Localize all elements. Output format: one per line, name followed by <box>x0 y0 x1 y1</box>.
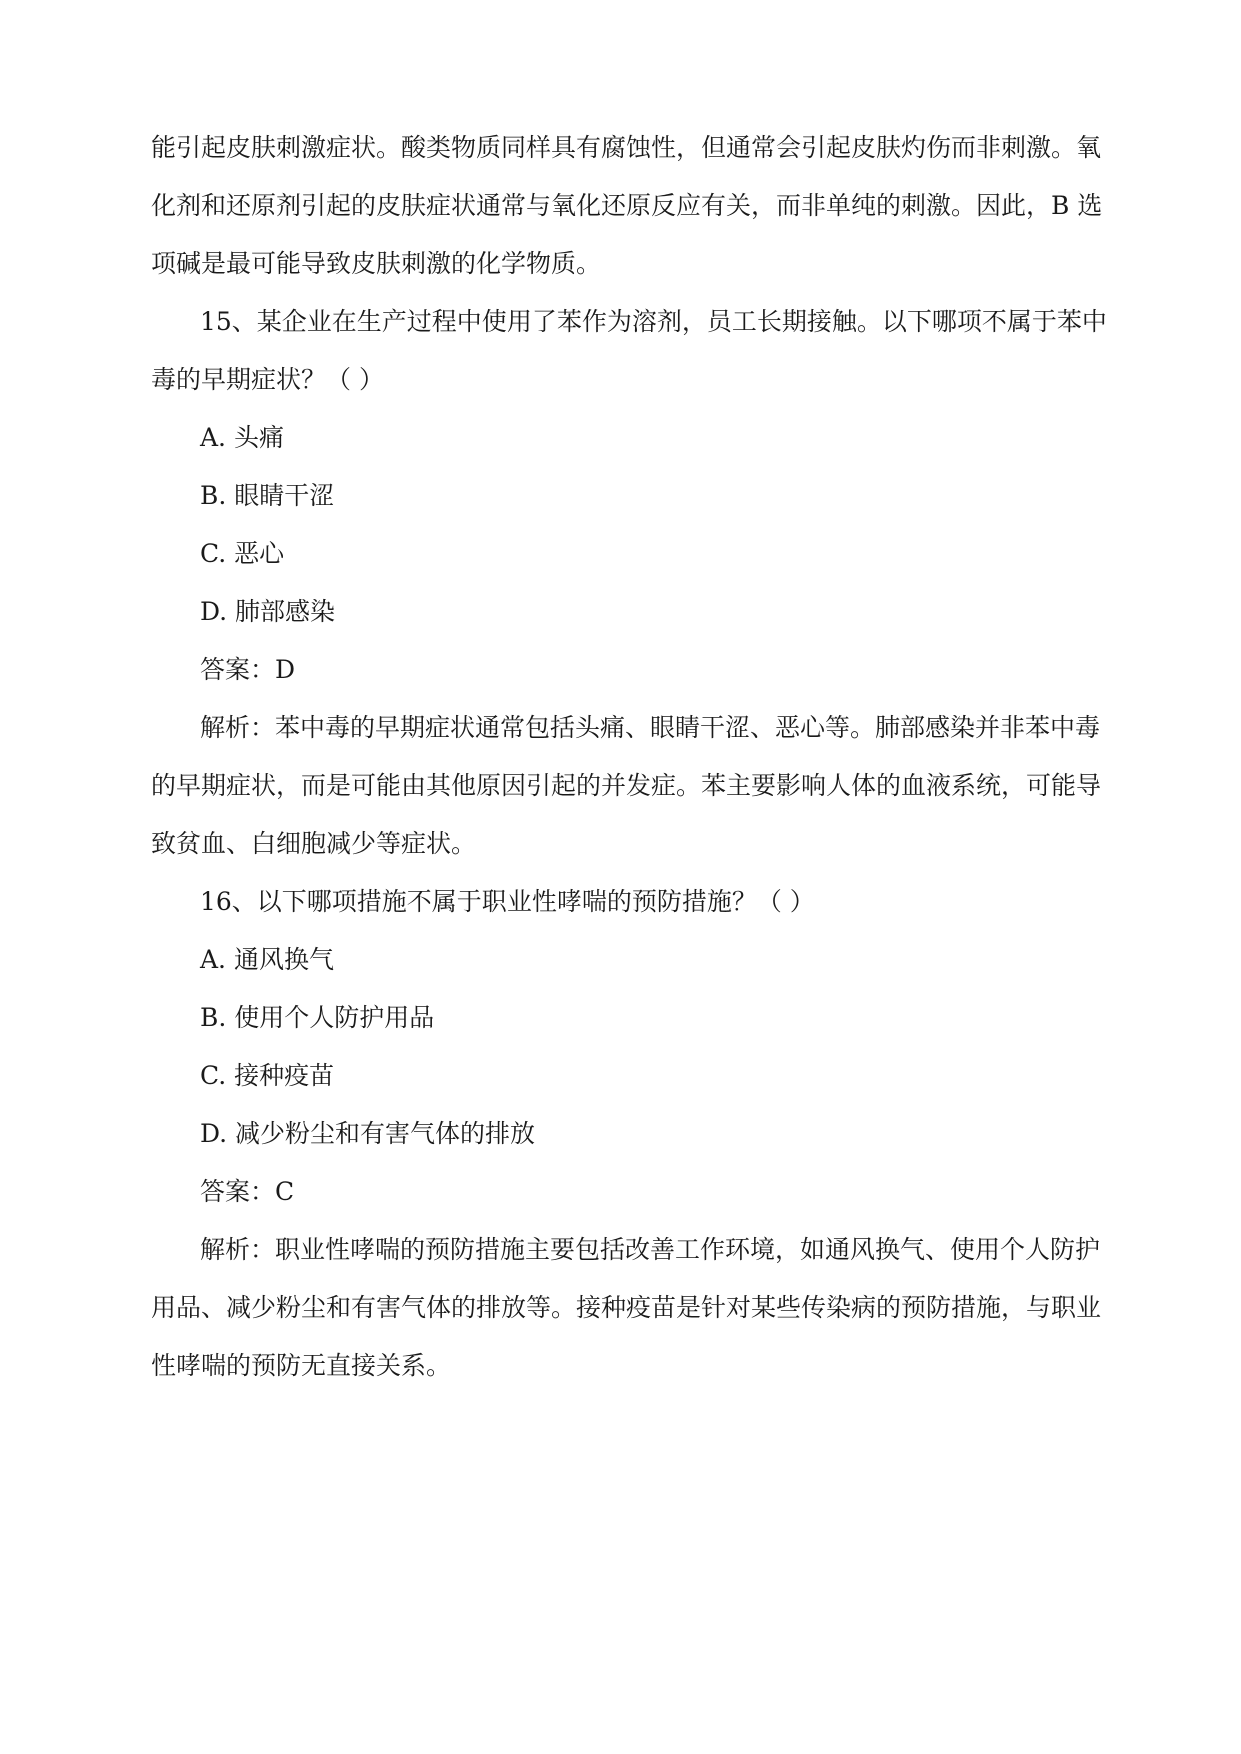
q16-question-line-1: 16、以下哪项措施不属于职业性哮喘的预防措施？（ ） <box>200 887 815 916</box>
continuation-line-2: 化剂和还原剂引起的皮肤症状通常与氧化还原反应有关，而非单纯的刺激。因此，B 选 <box>151 191 1103 220</box>
q15-option-a: A. 头痛 <box>200 423 284 452</box>
continuation-line-1: 能引起皮肤刺激症状。酸类物质同样具有腐蚀性，但通常会引起皮肤灼伤而非刺激。氧 <box>151 133 1102 162</box>
continuation-line-3: 项碱是最可能导致皮肤刺激的化学物质。 <box>151 249 602 278</box>
q15-question-line-2: 毒的早期症状？（ ） <box>151 365 384 394</box>
q15-option-b: B. 眼睛干涩 <box>200 481 335 510</box>
q16-option-d: D. 减少粉尘和有害气体的排放 <box>200 1119 536 1148</box>
q15-question-line-1: 15、某企业在生产过程中使用了苯作为溶剂，员工长期接触。以下哪项不属于苯中 <box>200 307 1107 336</box>
q16-option-c: C. 接种疫苗 <box>200 1061 335 1090</box>
q16-option-b: B. 使用个人防护用品 <box>200 1003 435 1032</box>
q15-explanation-line-1: 解析：苯中毒的早期症状通常包括头痛、眼睛干涩、恶心等。肺部感染并非苯中毒 <box>200 713 1101 742</box>
q15-explanation-line-2: 的早期症状，而是可能由其他原因引起的并发症。苯主要影响人体的血液系统，可能导 <box>151 771 1102 800</box>
q15-option-c: C. 恶心 <box>200 539 285 568</box>
q15-option-d: D. 肺部感染 <box>200 597 336 626</box>
q16-option-a: A. 通风换气 <box>200 945 334 974</box>
q15-explanation-line-3: 致贫血、白细胞减少等症状。 <box>151 829 477 858</box>
q16-explanation-line-2: 用品、减少粉尘和有害气体的排放等。接种疫苗是针对某些传染病的预防措施，与职业 <box>151 1293 1102 1322</box>
q16-explanation-line-1: 解析：职业性哮喘的预防措施主要包括改善工作环境，如通风换气、使用个人防护 <box>200 1235 1101 1264</box>
q16-answer: 答案：C <box>200 1177 295 1206</box>
q15-answer: 答案：D <box>200 655 296 684</box>
q16-explanation-line-3: 性哮喘的预防无直接关系。 <box>151 1351 452 1380</box>
